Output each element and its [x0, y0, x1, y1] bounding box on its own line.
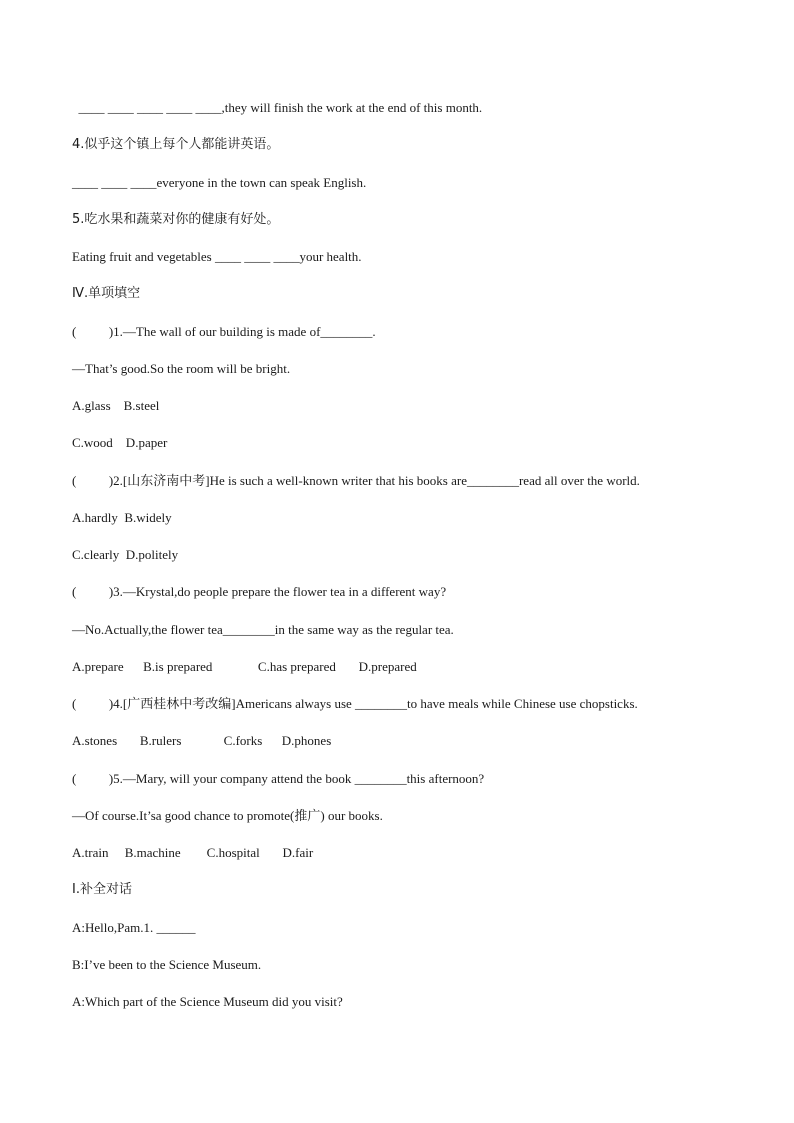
question-5-reply: —Of course.It’sa good chance to promote(推广) our books. — [72, 808, 383, 823]
sentence-5-prompt: 5.吃水果和蔬菜对你的健康有好处。 — [72, 212, 280, 227]
sentence-3-answer-line: ____ ____ ____ ____ ____,they will finish the work at the end of this month. — [72, 100, 483, 115]
question-4-stem: ( )4.[广西桂林中考改编]Americans always use ________to have meals while Chinese use chopsticks. — [72, 696, 638, 711]
question-4-options: A.stones B.rulers C.forks D.phones — [72, 733, 332, 748]
question-2-options-ab: A.hardly B.widely — [72, 510, 172, 525]
dialogue-line-a2: A:Which part of the Science Museum did you visit? — [72, 994, 343, 1009]
dialogue-line-a1: A:Hello,Pam.1. ______ — [72, 920, 196, 935]
question-1-stem: ( )1.—The wall of our building is made of________. — [72, 324, 376, 339]
question-2-options-cd: C.clearly D.politely — [72, 547, 179, 562]
question-2-stem: ( )2.[山东济南中考]He is such a well-known writer that his books are________read all over the world. — [72, 473, 640, 488]
sentence-5-answer-line: Eating fruit and vegetables ____ ____ ____your health. — [72, 249, 362, 264]
question-3-options: A.prepare B.is prepared C.has prepared D.prepared — [72, 659, 417, 674]
sentence-4-answer-line: ____ ____ ____everyone in the town can speak English. — [72, 175, 367, 190]
question-5-stem: ( )5.—Mary, will your company attend the book ________this afternoon? — [72, 771, 485, 786]
question-1-reply: —That’s good.So the room will be bright. — [72, 361, 291, 376]
section-iv-heading: Ⅳ.单项填空 — [72, 286, 141, 301]
question-3-reply: —No.Actually,the flower tea________in the same way as the regular tea. — [72, 622, 454, 637]
question-1-options-cd: C.wood D.paper — [72, 435, 168, 450]
question-3-stem: ( )3.—Krystal,do people prepare the flower tea in a different way? — [72, 584, 447, 599]
question-5-options: A.train B.machine C.hospital D.fair — [72, 845, 314, 860]
dialogue-line-b1: B:I’ve been to the Science Museum. — [72, 957, 262, 972]
question-1-options-ab: A.glass B.steel — [72, 398, 160, 413]
sentence-4-prompt: 4.似乎这个镇上每个人都能讲英语。 — [72, 137, 280, 152]
section-i-heading: Ⅰ.补全对话 — [72, 882, 132, 897]
